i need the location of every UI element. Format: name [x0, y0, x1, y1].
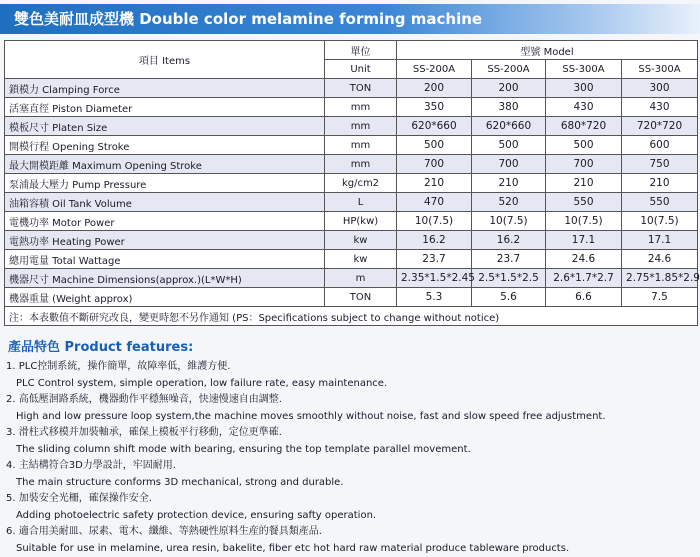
model-header: 型號 Model	[397, 41, 698, 60]
spec-value: 210	[622, 174, 698, 193]
spec-value: 16.2	[397, 231, 472, 250]
spec-value: 500	[546, 136, 622, 155]
spec-value: 2.75*1.85*2.9	[622, 269, 698, 288]
spec-unit: mm	[325, 136, 397, 155]
spec-item: 電機功率 Motor Power	[5, 212, 325, 231]
table-row	[5, 174, 698, 193]
spec-value: 17.1	[622, 231, 698, 250]
spec-value: 24.6	[546, 250, 622, 269]
feature-text-en: The main structure conforms 3D mechanical, strong and durable.	[4, 475, 696, 492]
spec-item: 模板尺寸 Platen Size	[5, 117, 325, 136]
spec-unit: mm	[325, 155, 397, 174]
table-row	[5, 98, 698, 117]
table-row	[5, 269, 698, 288]
spec-value: 2.35*1.5*2.45	[397, 269, 472, 288]
spec-value: 470	[397, 193, 472, 212]
feature-text-en: Suitable for use in melamine, urea resin, bakelite, fiber etc hot hard raw material produce tableware products.	[4, 541, 696, 557]
feature-item	[4, 425, 696, 458]
spec-value: 430	[622, 98, 698, 117]
feature-text-en: High and low pressure loop system,the machine moves smoothly without noise, fast and slow speed free adjustment.	[4, 409, 696, 426]
table-row	[5, 231, 698, 250]
spec-value: 750	[622, 155, 698, 174]
spec-value: 210	[472, 174, 546, 193]
spec-value: 10(7.5)	[472, 212, 546, 231]
spec-unit: kw	[325, 250, 397, 269]
feature-text-en: The sliding column shift mode with bearing, ensuring the top template parallel movement.	[4, 442, 696, 459]
table-row	[5, 79, 698, 98]
spec-value: 10(7.5)	[546, 212, 622, 231]
unit-header-en: Unit	[325, 60, 397, 79]
spec-value: 210	[546, 174, 622, 193]
spec-value: 200	[397, 79, 472, 98]
table-row	[5, 250, 698, 269]
page-title: 雙色美耐皿成型機 Double color melamine forming machine	[0, 4, 700, 34]
feature-item	[4, 392, 696, 425]
model-name: SS-300A	[546, 60, 622, 79]
spec-item: 機器重量 (Weight approx)	[5, 288, 325, 307]
spec-value: 380	[472, 98, 546, 117]
feature-item	[4, 359, 696, 392]
spec-item: 活塞直徑 Piston Diameter	[5, 98, 325, 117]
spec-item: 油箱容積 Oil Tank Volume	[5, 193, 325, 212]
table-row	[5, 193, 698, 212]
feature-text-zh: 4. 主結構符合3D力學設計，牢固耐用.	[4, 458, 696, 475]
features-title: 產品特色 Product features:	[8, 336, 696, 355]
table-row	[5, 212, 698, 231]
spec-table	[4, 40, 698, 326]
spec-value: 550	[546, 193, 622, 212]
spec-value: 350	[397, 98, 472, 117]
spec-unit: mm	[325, 117, 397, 136]
feature-item	[4, 491, 696, 524]
feature-text-zh: 2. 高低壓洄路系統，機器動作平穩無噪音，快速慢速自由調整.	[4, 392, 696, 409]
spec-note: 注：本表數值不斷研究改良，變更時恕不另作通知 (PS：Specifications subject to change without notice)	[5, 307, 698, 326]
spec-value: 620*660	[397, 117, 472, 136]
features-list	[4, 359, 696, 557]
spec-value: 5.3	[397, 288, 472, 307]
feature-text-en: PLC Control system, simple operation, low failure rate, easy maintenance.	[4, 376, 696, 393]
spec-value: 23.7	[397, 250, 472, 269]
spec-value: 680*720	[546, 117, 622, 136]
spec-unit: L	[325, 193, 397, 212]
feature-text-zh: 1. PLC控制系統，操作簡單，故障率低，維護方便.	[4, 359, 696, 376]
spec-value: 700	[472, 155, 546, 174]
table-row	[5, 155, 698, 174]
feature-item	[4, 524, 696, 557]
spec-value: 700	[546, 155, 622, 174]
model-name: SS-200A	[472, 60, 546, 79]
spec-value: 550	[622, 193, 698, 212]
spec-item: 開模行程 Opening Stroke	[5, 136, 325, 155]
spec-item: 機器尺寸 Machine Dimensions(approx.)(L*W*H)	[5, 269, 325, 288]
product-features	[4, 336, 696, 557]
table-row	[5, 136, 698, 155]
model-name: SS-300A	[622, 60, 698, 79]
spec-value: 720*720	[622, 117, 698, 136]
spec-unit: TON	[325, 288, 397, 307]
spec-value: 10(7.5)	[622, 212, 698, 231]
spec-item: 最大開模距離 Maximum Opening Stroke	[5, 155, 325, 174]
spec-value: 500	[472, 136, 546, 155]
spec-item: 電熱功率 Heating Power	[5, 231, 325, 250]
spec-value: 620*660	[472, 117, 546, 136]
spec-unit: TON	[325, 79, 397, 98]
spec-value: 17.1	[546, 231, 622, 250]
spec-unit: m	[325, 269, 397, 288]
table-row	[5, 288, 698, 307]
spec-unit: kg/cm2	[325, 174, 397, 193]
items-header: 項目 Items	[5, 41, 325, 79]
feature-text-zh: 5. 加裝安全光柵，確保操作安全.	[4, 491, 696, 508]
spec-value: 2.5*1.5*2.5	[472, 269, 546, 288]
spec-value: 430	[546, 98, 622, 117]
spec-value: 300	[546, 79, 622, 98]
spec-item: 總用電量 Total Wattage	[5, 250, 325, 269]
spec-value: 200	[472, 79, 546, 98]
spec-value: 7.5	[622, 288, 698, 307]
spec-value: 10(7.5)	[397, 212, 472, 231]
feature-item	[4, 458, 696, 491]
spec-item: 鎖模力 Clamping Force	[5, 79, 325, 98]
spec-unit: HP(kw)	[325, 212, 397, 231]
spec-value: 500	[397, 136, 472, 155]
spec-value: 16.2	[472, 231, 546, 250]
spec-value: 24.6	[622, 250, 698, 269]
spec-value: 2.6*1.7*2.7	[546, 269, 622, 288]
table-row	[5, 117, 698, 136]
spec-value: 520	[472, 193, 546, 212]
unit-header-zh: 單位	[325, 41, 397, 60]
spec-unit: mm	[325, 98, 397, 117]
spec-value: 5.6	[472, 288, 546, 307]
spec-value: 23.7	[472, 250, 546, 269]
spec-value: 6.6	[546, 288, 622, 307]
spec-value: 300	[622, 79, 698, 98]
feature-text-zh: 3. 滑柱式移模并加裝軸承，確保上模板平行移動，定位更準確.	[4, 425, 696, 442]
spec-value: 600	[622, 136, 698, 155]
spec-value: 700	[397, 155, 472, 174]
feature-text-en: Adding photoelectric safety protection device, ensuring safty operation.	[4, 508, 696, 525]
spec-value: 210	[397, 174, 472, 193]
feature-text-zh: 6. 適合用美耐皿、尿素、電木、纖維、等熱硬性原料生産的餐具類產品.	[4, 524, 696, 541]
model-name: SS-200A	[397, 60, 472, 79]
spec-unit: kw	[325, 231, 397, 250]
spec-item: 泵浦最大壓力 Pump Pressure	[5, 174, 325, 193]
